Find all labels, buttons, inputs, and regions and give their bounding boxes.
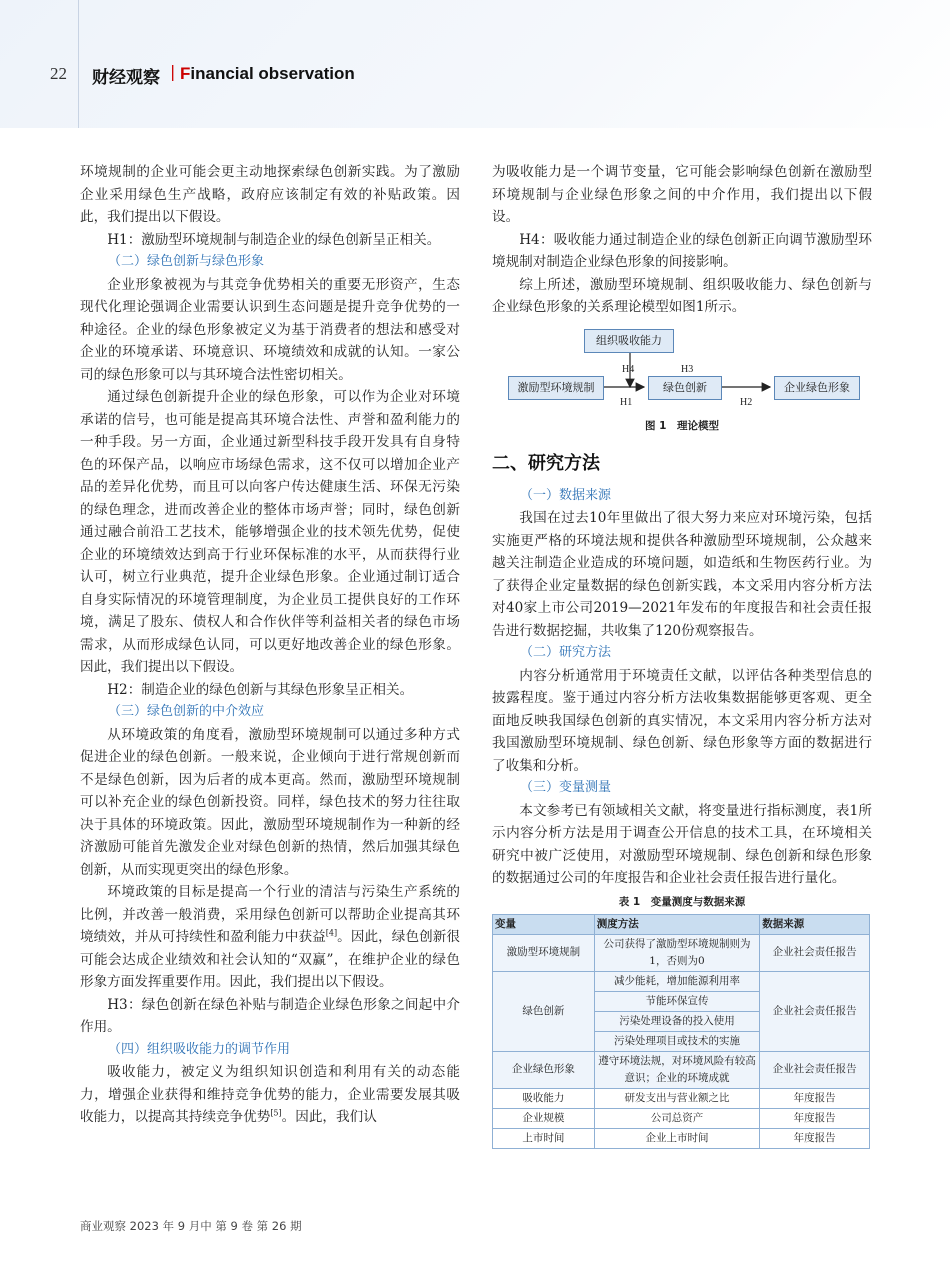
table-cell: 企业绿色形象 bbox=[493, 1051, 595, 1088]
table-cell: 企业上市时间 bbox=[594, 1128, 760, 1148]
paragraph-text: 吸收能力，被定义为组织知识创造和利用有关的动态能力，增强企业获得和维持竞争优势的能力，企业需要发展其吸收能力，以提高其持续竞争优势 bbox=[80, 1064, 460, 1125]
paragraph: 通过绿色创新提升企业的绿色形象，可以作为企业对环境承诺的信号，也可能是提高其环境合法性、声誉和盈利能力的一种手段。另一方面，企业通过新型科技手段开发具有自身特色的环保产品，以响应市场绿色需求，这不仅可以增加企业产品的差异化优势，而且可以向客户传达健康生活、环保无污染的绿色理念，进而改善企业的整体市场声誉；同时，绿色创新通过融合前沿工艺技术，能够增强企业的技术领先优势，促使企业的环境绩效达到高于行业环保标准的水平，从而获得行业认可，树立行业典范，提升企业绿色形象。企业通过制订适合自身实际情况的环境管理制度，为企业员工提供良好的工作环境，满足了股东、债权人和合作伙伴等利益相关者的绿色市场需求，从而形成绿色认同，可以更好地改善企业的绿色形象。因此，我们提出以下假设。 bbox=[80, 389, 460, 675]
right-column bbox=[492, 161, 872, 1149]
table-cell: 年度报告 bbox=[760, 1108, 870, 1128]
table-row bbox=[493, 1051, 870, 1088]
paragraph bbox=[80, 881, 460, 994]
table-row bbox=[493, 1128, 870, 1148]
subheading: （三）绿色创新的中介效应 bbox=[108, 704, 265, 719]
paragraph: 为吸收能力是一个调节变量，它可能会影响绿色创新在激励型环境规制与企业绿色形象之间的中介作用，我们提出以下假设。 bbox=[492, 164, 872, 225]
paragraph-text: 。因此，绿色创新很可能会达成企业绩效和社会认知的“双赢”，在维护企业的绿色形象方面发挥重要作用。因此，我们提出以下假设。 bbox=[80, 929, 461, 990]
box-green-image: 企业绿色形象 bbox=[774, 376, 860, 400]
table-cell: 企业社会责任报告 bbox=[760, 971, 870, 1051]
citation-ref[interactable]: [4] bbox=[325, 928, 338, 938]
table-cell: 上市时间 bbox=[493, 1128, 595, 1148]
table-header: 数据来源 bbox=[760, 914, 870, 934]
table-cell: 激励型环境规制 bbox=[493, 934, 595, 971]
section-heading: 二、研究方法 bbox=[492, 452, 600, 474]
page-footer: 商业观察 2023 年 9 月中 第 9 卷 第 26 期 bbox=[80, 1219, 302, 1233]
paragraph: 环境规制的企业可能会更主动地探索绿色创新实践。为了激励企业采用绿色生产战略，政府应该制定有效的补贴政策。因此，我们提出以下假设。 bbox=[80, 164, 460, 225]
label-h3: H3 bbox=[681, 363, 694, 375]
paragraph: 综上所述，激励型环境规制、组织吸收能力、绿色创新与企业绿色形象的关系理论模型如图1所示。 bbox=[492, 276, 872, 315]
figure-caption: 图 1 理论模型 bbox=[645, 419, 719, 432]
label-h1: H1 bbox=[620, 396, 633, 408]
table-cell: 企业社会责任报告 bbox=[760, 934, 870, 971]
paragraph: 从环境政策的角度看，激励型环境规制可以通过多种方式促进企业的绿色创新。一般来说，企业倾向于进行常规创新而不是绿色创新，因为后者的成本更高。然而，激励型环境规制可以补充企业的绿色创新投资。同样，绿色技术的努力往往取决于具体的环境政策。因此，激励型环境规制作为一种新的经济激励可能首先激发企业对绿色创新的热情，然后加强其绿色创新，从而实现更突出的绿色形象。 bbox=[80, 726, 460, 878]
table-row bbox=[493, 1108, 870, 1128]
table-header: 变量 bbox=[493, 914, 595, 934]
journal-title-en-rest: inancial observation bbox=[190, 64, 355, 83]
table-cell: 吸收能力 bbox=[493, 1088, 595, 1108]
page-number: 22 bbox=[50, 64, 67, 83]
subheading: （三）变量测量 bbox=[520, 780, 612, 795]
table-cell: 企业社会责任报告 bbox=[760, 1051, 870, 1088]
table-header: 测度方法 bbox=[594, 914, 760, 934]
subheading: （二）绿色创新与绿色形象 bbox=[108, 254, 265, 269]
subheading: （二）研究方法 bbox=[520, 645, 612, 660]
subheading: （一）数据来源 bbox=[520, 487, 612, 503]
table-row bbox=[493, 971, 870, 991]
table-cell: 公司获得了激励型环境规制则为1，否则为0 bbox=[594, 934, 760, 971]
table-row bbox=[493, 1088, 870, 1108]
header-divider bbox=[78, 0, 79, 128]
table-cell: 企业规模 bbox=[493, 1108, 595, 1128]
paragraph: 我国在过去10年里做出了很大努力来应对环境污染，包括实施更严格的环境法规和提供各种激励型环境规制，公众越来越关注制造企业造成的环境问题，如造纸和生物医药行业。为了获得企业定量数据的绿色创新实践，本文采用内容分析方法对40家上市公司2019—2021年发布的年度报告和社会责任报告进行数据挖掘，共收集了120份观察报告。 bbox=[492, 510, 872, 639]
journal-title-cn: 财经观察 bbox=[92, 68, 160, 88]
citation-ref[interactable]: [5] bbox=[270, 1108, 282, 1118]
table-cell: 年度报告 bbox=[760, 1128, 870, 1148]
hypothesis-h1: H1：激励型环境规制与制造企业的绿色创新呈正相关。 bbox=[107, 231, 441, 248]
hypothesis-h4: H4：吸收能力通过制造企业的绿色创新正向调节激励型环境规制对制造企业绿色形象的间接影响。 bbox=[492, 231, 872, 270]
table-cell: 污染处理设备的投入使用 bbox=[594, 1011, 760, 1031]
box-incentive-regulation: 激励型环境规制 bbox=[508, 376, 604, 400]
table-header-row bbox=[493, 914, 870, 934]
table-cell: 节能环保宣传 bbox=[594, 991, 760, 1011]
table-caption: 表 1 变量测度与数据来源 bbox=[618, 895, 746, 908]
left-column bbox=[80, 161, 460, 1129]
journal-title-en bbox=[180, 64, 355, 84]
paragraph bbox=[80, 1061, 460, 1129]
table-cell: 污染处理项目或技术的实施 bbox=[594, 1031, 760, 1051]
table-cell: 遵守环境法规，对环境风险有较高意识；企业的环境成就 bbox=[594, 1051, 760, 1088]
theory-model-figure bbox=[492, 327, 872, 437]
paragraph: 企业形象被视为与其竞争优势相关的重要无形资产，生态现代化理论强调企业需要认识到生态问题是提升竞争优势的一种途径。企业的绿色形象被定义为基于消费者的想法和感受对企业的环境承诺、环境意识、环境绩效和成就的认知。一家公司的绿色形象可以与其环境合法性密切相关。 bbox=[80, 276, 460, 383]
label-h2: H2 bbox=[740, 396, 753, 408]
box-green-innovation: 绿色创新 bbox=[648, 376, 722, 400]
hypothesis-h2: H2：制造企业的绿色创新与其绿色形象呈正相关。 bbox=[107, 681, 414, 698]
paragraph: 内容分析通常用于环境责任文献，以评估各种类型信息的披露程度。鉴于通过内容分析方法收集数据能够更客观、更全面地反映我国绿色创新的真实情况，本文采用内容分析方法对我国激励型环境规制、绿色创新、绿色形象等方面的数据进行了收集和分析。 bbox=[492, 667, 872, 774]
table-cell: 年度报告 bbox=[760, 1088, 870, 1108]
hypothesis-h3: H3：绿色创新在绿色补贴与制造企业绿色形象之间起中介作用。 bbox=[80, 996, 460, 1035]
variable-table bbox=[492, 914, 870, 1149]
journal-title-en-initial: F bbox=[180, 64, 191, 83]
paragraph-text: 环境政策的目标是提高一个行业的清洁与污染生产系统的比例，并改善一般消费，采用绿色创新可以帮助企业提高其环境绩效，并从可持续性和盈利能力中获益 bbox=[80, 884, 460, 945]
paragraph-text: 。因此，我们认 bbox=[281, 1109, 377, 1125]
table-cell: 绿色创新 bbox=[493, 971, 595, 1051]
subheading: （四）组织吸收能力的调节作用 bbox=[108, 1041, 291, 1057]
table-cell: 研发支出与营业额之比 bbox=[594, 1088, 760, 1108]
table-cell: 公司总资产 bbox=[594, 1108, 760, 1128]
table-row bbox=[493, 934, 870, 971]
table-cell: 减少能耗，增加能源利用率 bbox=[594, 971, 760, 991]
paragraph: 本文参考已有领域相关文献，将变量进行指标测度，表1所示内容分析方法是用于调查公开信息的技术工具，在环境相关研究中被广泛使用，对激励型环境规制、绿色创新和绿色形象的数据通过公司的年度报告和企业社会责任报告进行量化。 bbox=[492, 802, 872, 886]
label-h4: H4 bbox=[622, 363, 635, 375]
box-absorptive-capacity: 组织吸收能力 bbox=[584, 329, 674, 353]
title-separator: | bbox=[170, 62, 176, 81]
